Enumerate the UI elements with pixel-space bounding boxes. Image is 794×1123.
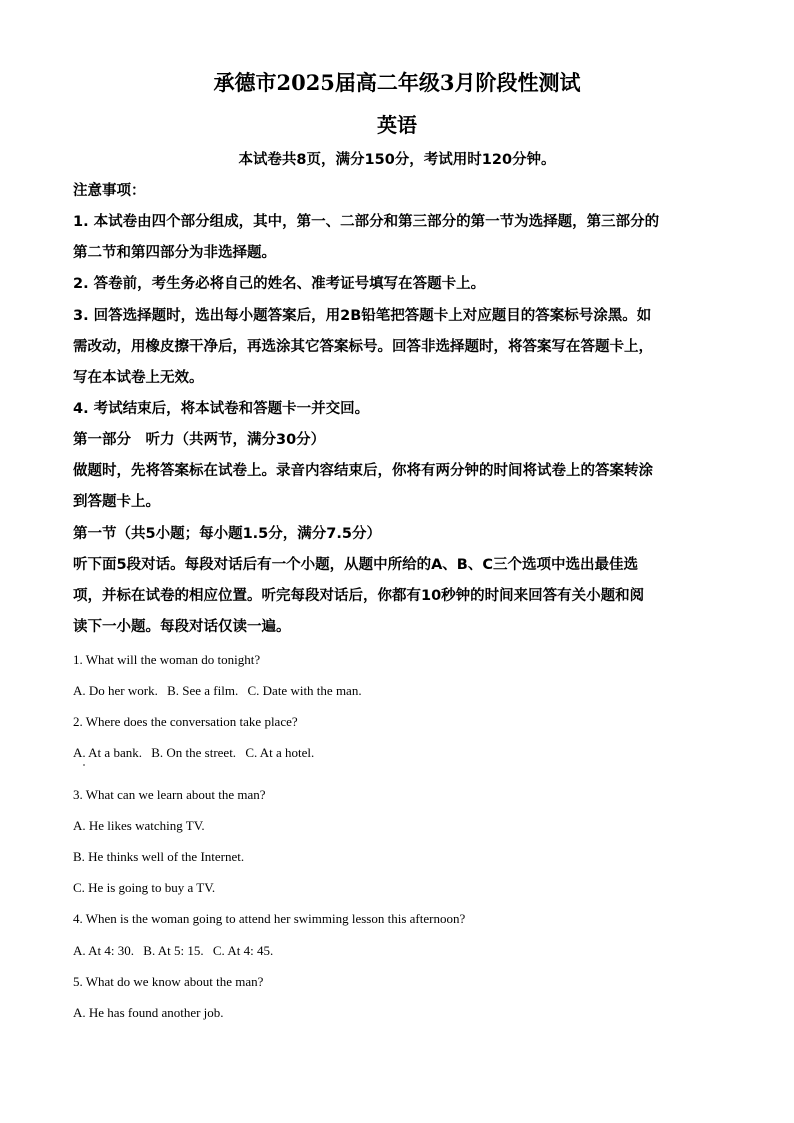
part1-heading: 第一部分 听力（共两节，满分30分） bbox=[73, 432, 326, 448]
question-1-options bbox=[73, 681, 723, 701]
question-3: 3. What can we learn about the man? bbox=[73, 787, 266, 802]
note-item-1-line-2: 第二节和第四部分为非选择题。 bbox=[73, 245, 276, 261]
question-2-options bbox=[73, 743, 723, 763]
question-4-options bbox=[73, 941, 723, 961]
note-item-1-line-1: 1. 本试卷由四个部分组成，其中，第一、二部分和第三部分的第一节为选择题，第三部分的 bbox=[73, 214, 660, 230]
stray-mark bbox=[83, 764, 85, 766]
note-item-3-line-1: 3. 回答选择题时，选出每小题答案后，用2B铅笔把答题卡上对应题目的答案标号涂黑。如 bbox=[73, 308, 652, 324]
option-b: B. On the street. bbox=[151, 745, 237, 760]
option-c: C. At a hotel. bbox=[245, 745, 315, 760]
question-4: 4. When is the woman going to attend her swimming lesson this afternoon? bbox=[73, 911, 466, 926]
option-a: A. At 4: 30. bbox=[73, 943, 135, 958]
option-c: C. At 4: 45. bbox=[212, 943, 274, 958]
option-a: A. Do her work. bbox=[73, 683, 158, 698]
section1-heading: 第一节（共5小题；每小题1.5分，满分7.5分） bbox=[73, 526, 381, 542]
question-3-option-c: C. He is going to buy a TV. bbox=[73, 880, 216, 895]
question-1: 1. What will the woman do tonight? bbox=[73, 652, 261, 667]
note-item-3-line-3: 写在本试卷上无效。 bbox=[73, 370, 204, 386]
subject-title: 英语 bbox=[377, 113, 417, 137]
part1-intro-line-2: 到答题卡上。 bbox=[73, 494, 160, 510]
option-c: C. Date with the man. bbox=[247, 683, 362, 698]
question-5: 5. What do we know about the man? bbox=[73, 974, 264, 989]
question-5-option-a: A. He has found another job. bbox=[73, 1005, 224, 1020]
option-a: A. At a bank. bbox=[73, 745, 142, 760]
option-b: B. See a film. bbox=[167, 683, 239, 698]
question-3-option-b: B. He thinks well of the Internet. bbox=[73, 849, 245, 864]
section1-instructions-line-1: 听下面5段对话。每段对话后有一个小题，从题中所给的A、B、C三个选项中选出最佳选 bbox=[73, 557, 639, 573]
option-b: B. At 5: 15. bbox=[143, 943, 204, 958]
note-item-4: 4. 考试结束后，将本试卷和答题卡一并交回。 bbox=[73, 401, 370, 417]
section1-instructions-line-3: 读下一小题。每段对话仅读一遍。 bbox=[73, 619, 291, 635]
section1-instructions-line-2: 项，并标在试卷的相应位置。听完每段对话后，你都有10秒钟的时间来回答有关小题和阅 bbox=[73, 588, 645, 604]
notes-heading: 注意事项： bbox=[73, 183, 146, 199]
part1-intro-line-1: 做题时，先将答案标在试卷上。录音内容结束后，你将有两分钟的时间将试卷上的答案转涂 bbox=[73, 463, 653, 479]
note-item-2: 2. 答卷前，考生务必将自己的姓名、准考证号填写在答题卡上。 bbox=[73, 276, 486, 292]
question-3-option-a: A. He likes watching TV. bbox=[73, 818, 205, 833]
exam-info: 本试卷共8页，满分150分，考试用时120分钟。 bbox=[238, 152, 556, 168]
note-item-3-line-2: 需改动，用橡皮擦干净后，再选涂其它答案标号。回答非选择题时，将答案写在答题卡上， bbox=[73, 339, 653, 355]
exam-title: 承德市2025届高二年级3月阶段性测试 bbox=[213, 70, 581, 95]
question-2: 2. Where does the conversation take place? bbox=[73, 714, 298, 729]
